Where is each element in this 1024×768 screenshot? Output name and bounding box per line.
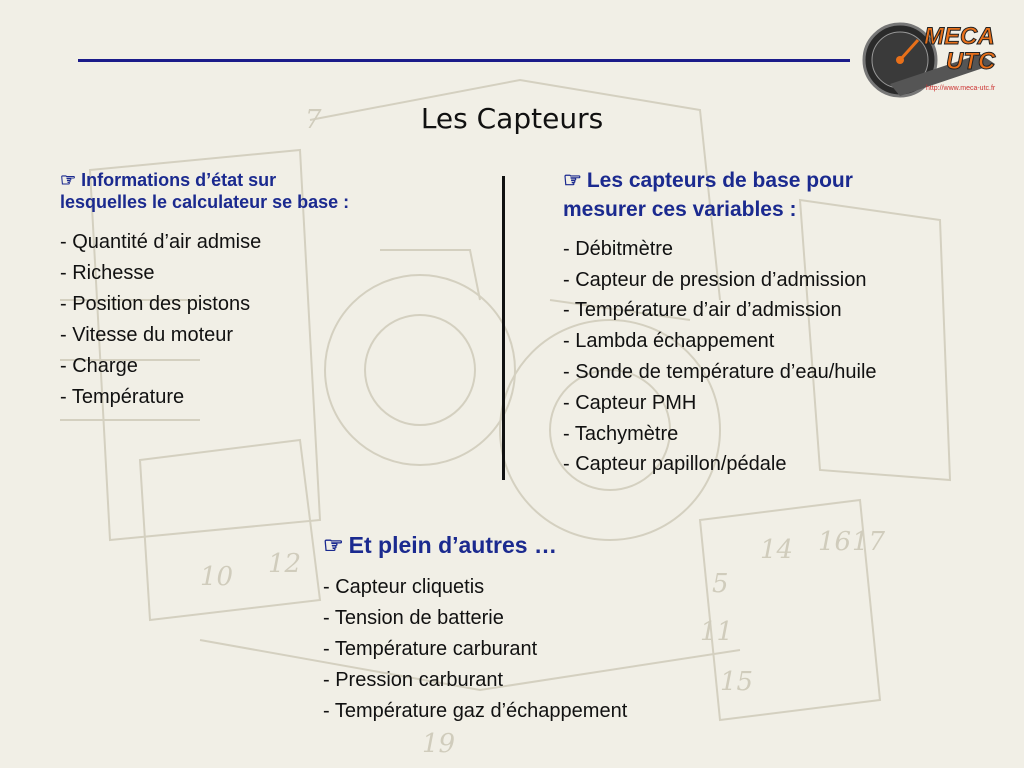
svg-text:12: 12 (268, 549, 302, 579)
hand-pointer-icon: ☞ (323, 532, 344, 558)
svg-text:7: 7 (305, 105, 322, 135)
left-heading-line2: lesquelles le calculateur se base : (60, 191, 350, 212)
bottom-section (323, 532, 883, 727)
list-item: - Capteur PMH (563, 391, 697, 414)
meca-utc-logo (860, 14, 1020, 110)
list-item: - Température (60, 386, 185, 409)
list-item: - Sonde de température d’eau/huile (563, 360, 877, 383)
header-rule (78, 59, 850, 62)
list-item: - Capteur papillon/pédale (563, 453, 787, 476)
svg-text:5: 5 (712, 569, 729, 599)
svg-text:MECA: MECA (924, 23, 995, 50)
svg-text:16: 16 (818, 527, 852, 557)
bottom-list (323, 572, 883, 727)
bottom-heading (323, 532, 883, 560)
list-item: - Tachymètre (563, 422, 679, 445)
list-item: - Température gaz d’échappement (323, 699, 628, 722)
column-divider (502, 176, 505, 480)
list-item: - Tension de batterie (323, 606, 504, 629)
hand-pointer-icon: ☞ (60, 170, 77, 190)
slide-title: Les Capteurs (420, 102, 604, 135)
right-list (563, 234, 1003, 480)
list-item: - Capteur cliquetis (323, 575, 485, 598)
left-column (60, 170, 480, 413)
right-heading-line1: Les capteurs de base pour (586, 169, 853, 192)
svg-text:UTC: UTC (946, 48, 996, 75)
list-item: - Vitesse du moteur (60, 324, 234, 347)
list-item: - Quantité d’air admise (60, 231, 262, 254)
right-heading-line2: mesurer ces variables : (563, 198, 797, 222)
svg-text:19: 19 (422, 729, 456, 759)
left-heading-line1: Informations d’état sur (81, 170, 277, 190)
list-item: - Température d’air d’admission (563, 299, 842, 322)
list-item: - Capteur de pression d’admission (563, 268, 867, 291)
svg-text:11: 11 (700, 617, 734, 647)
left-heading (60, 170, 480, 213)
list-item: - Débitmètre (563, 237, 674, 260)
list-item: - Température carburant (323, 637, 538, 660)
list-item: - Charge (60, 355, 138, 378)
bottom-heading-text: Et plein d’autres … (348, 532, 557, 558)
right-heading (563, 166, 1003, 225)
list-item: - Richesse (60, 262, 155, 285)
right-column (563, 166, 1003, 480)
hand-pointer-icon: ☞ (563, 169, 582, 192)
svg-text:14: 14 (760, 535, 794, 565)
svg-text:15: 15 (720, 667, 754, 697)
left-list (60, 227, 480, 413)
svg-text:http://www.meca-utc.fr: http://www.meca-utc.fr (926, 85, 996, 92)
svg-text:10: 10 (200, 562, 234, 592)
svg-text:17: 17 (852, 527, 886, 557)
list-item: - Lambda échappement (563, 330, 775, 353)
list-item: - Position des pistons (60, 293, 251, 316)
list-item: - Pression carburant (323, 668, 504, 691)
